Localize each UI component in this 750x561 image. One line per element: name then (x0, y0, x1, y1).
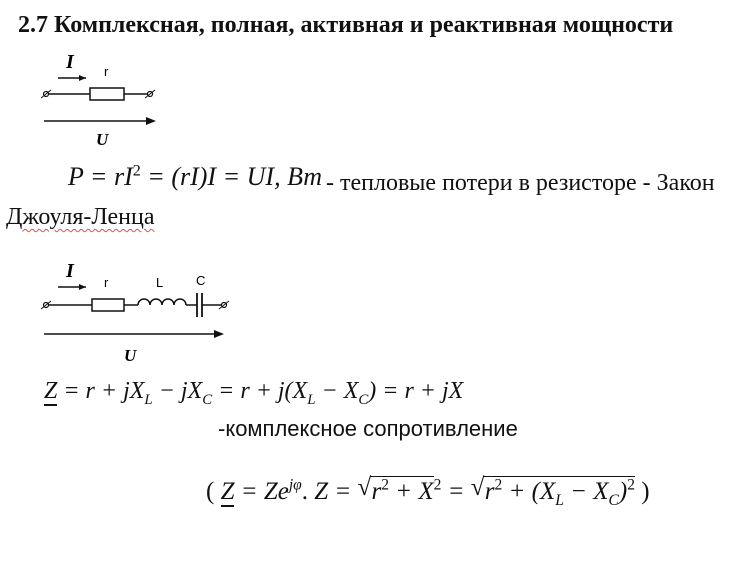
inductor-symbol (138, 299, 186, 305)
impedance-description: -комплексное сопротивление (218, 416, 518, 441)
resistor-label: r (104, 275, 109, 290)
joule-lenz-label: Джоуля-Ленца (6, 204, 155, 230)
circuit-diagram-resistor (30, 48, 170, 153)
resistor-label: r (104, 64, 109, 79)
sqrt-expression-1: √ $r^2 + X$ (357, 474, 434, 505)
current-arrow-head (79, 75, 86, 81)
current-label: I (66, 260, 74, 282)
capacitor-label: C (196, 273, 206, 288)
sqrt-expression-2: √ $r^2 + (X_L - X_C)^2$ (470, 474, 635, 509)
formula-power: $P = rI^2 = (rI)I$ = UI, Вт (68, 162, 323, 191)
circuit-diagram-rlc (30, 255, 240, 375)
resistor-symbol (92, 299, 124, 311)
voltage-arrow-head (214, 330, 224, 338)
voltage-label: U (124, 346, 137, 365)
voltage-label: U (96, 130, 109, 149)
current-arrow-head (79, 284, 86, 290)
formula-power-description: - тепловые потери в резисторе - Закон (326, 170, 715, 196)
voltage-arrow-head (146, 117, 156, 125)
current-label: I (66, 51, 74, 73)
complex-z-symbol: Z (220, 478, 235, 505)
resistor-symbol (90, 88, 124, 100)
formula-impedance-magnitude: ( $Z = Ze^{j\varphi}$. Z = √ $r^2 + X^2$ = √ $r^2 + (X_L - X_C)^2$ ) (206, 474, 650, 509)
complex-z-symbol: Z (44, 378, 58, 404)
page-title: 2.7 Комплексная, полная, активная и реактивная мощности (18, 12, 674, 38)
inductor-label: L (156, 275, 164, 290)
formula-impedance: $Z = r + jX_L - jX_C = r + j(X_L - X_C) = r$ + jX (44, 378, 464, 408)
